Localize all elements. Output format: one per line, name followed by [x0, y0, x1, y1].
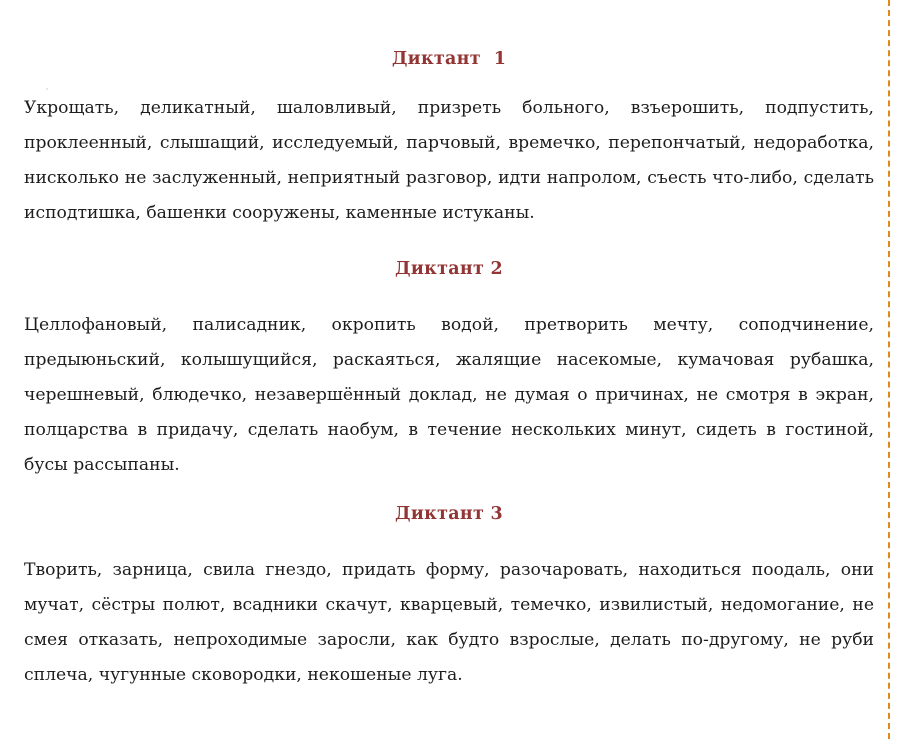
page-border-dashed-line	[888, 0, 890, 739]
dictation-section-1	[24, 48, 874, 231]
dictation-title-3: Диктант 3	[395, 504, 503, 524]
dictation-text-2: Целлофановый, палисадник, окропить водой, претворить мечту, соподчинение, предыюньский, колышущийся, раскаяться, жалящие насекомые, кумачовая рубашка, черешневый, блюдечко, незавершённый доклад, не думая о причинах, не смотря в экран, полцарства в придачу, сделать наобум, в течение нескольких минут, сидеть в гостиной, бусы рассыпаны.	[24, 315, 874, 475]
dictation-title-2: Диктант 2	[395, 259, 503, 279]
dictation-text-1: Укрощать, деликатный, шаловливый, призреть больного, взъерошить, подпустить, проклеенный, слышащий, исследуемый, парчовый, времечко, перепончатый, недоработка, нисколько не заслуженный, неприятный разговор, идти напролом, съесть что-либо, сделать исподтишка, башенки сооружены, каменные истуканы.	[24, 98, 874, 223]
dictation-title-1: Диктант 1	[391, 49, 507, 69]
dictation-section-2	[24, 258, 874, 483]
dictation-section-3	[24, 503, 874, 693]
dictation-text-3: Творить, зарница, свила гнездо, придать форму, разочаровать, находиться поодаль, они мучат, сёстры полют, всадники скачут, кварцевый, темечко, извилистый, недомогание, не смея отказать, непроходимые заросли, как будто взрослые, делать по-другому, не руби сплеча, чугунные сковородки, некошеные луга.	[24, 560, 874, 685]
